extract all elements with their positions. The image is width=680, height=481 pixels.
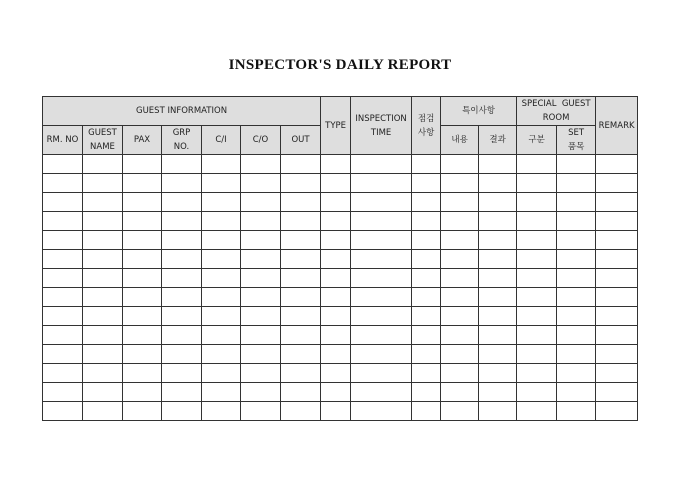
table-cell[interactable] [557, 155, 596, 174]
table-cell[interactable] [517, 231, 557, 250]
table-cell[interactable] [596, 345, 638, 364]
table-cell[interactable] [596, 288, 638, 307]
table-cell[interactable] [202, 288, 241, 307]
table-cell[interactable] [241, 364, 281, 383]
table-cell[interactable] [123, 402, 162, 421]
table-cell[interactable] [241, 193, 281, 212]
result-header: 결과 [479, 126, 517, 155]
table-cell[interactable] [596, 269, 638, 288]
table-cell[interactable] [281, 326, 321, 345]
table-cell[interactable] [162, 402, 202, 421]
table-cell[interactable] [43, 231, 83, 250]
table-cell[interactable] [202, 326, 241, 345]
table-cell[interactable] [241, 212, 281, 231]
set-items-line1: SET [568, 128, 585, 138]
table-cell[interactable] [479, 364, 517, 383]
table-cell[interactable] [321, 174, 351, 193]
table-cell[interactable] [517, 250, 557, 269]
table-cell[interactable] [162, 155, 202, 174]
table-cell[interactable] [43, 288, 83, 307]
table-cell[interactable] [281, 307, 321, 326]
table-cell[interactable] [202, 364, 241, 383]
table-row [43, 212, 638, 231]
inspection-time-line2: TIME [370, 127, 392, 138]
page-title: INSPECTOR'S DAILY REPORT [228, 57, 452, 73]
table-cell[interactable] [479, 174, 517, 193]
content-header: 내용 [441, 126, 479, 155]
table-cell[interactable] [43, 364, 83, 383]
table-cell[interactable] [43, 269, 83, 288]
table-cell[interactable] [281, 250, 321, 269]
table-row [43, 193, 638, 212]
table-cell[interactable] [321, 364, 351, 383]
table-cell[interactable] [479, 155, 517, 174]
table-cell[interactable] [281, 174, 321, 193]
table-cell[interactable] [351, 155, 412, 174]
table-cell[interactable] [441, 364, 479, 383]
table-cell[interactable] [241, 231, 281, 250]
table-cell[interactable] [479, 269, 517, 288]
table-cell[interactable] [162, 193, 202, 212]
table-cell[interactable] [596, 193, 638, 212]
table-cell[interactable] [321, 155, 351, 174]
table-cell[interactable] [557, 193, 596, 212]
table-cell[interactable] [83, 402, 123, 421]
table-cell[interactable] [281, 231, 321, 250]
table-cell[interactable] [596, 250, 638, 269]
table-cell[interactable] [517, 288, 557, 307]
type-header: TYPE [321, 97, 351, 155]
table-cell[interactable] [351, 231, 412, 250]
table-row [43, 231, 638, 250]
table-cell[interactable] [412, 250, 441, 269]
table-cell[interactable] [351, 193, 412, 212]
table-cell[interactable] [162, 250, 202, 269]
table-cell[interactable] [441, 174, 479, 193]
table-cell[interactable] [557, 250, 596, 269]
table-cell[interactable] [479, 288, 517, 307]
table-cell[interactable] [557, 174, 596, 193]
table-cell[interactable] [479, 231, 517, 250]
table-cell[interactable] [351, 250, 412, 269]
table-cell[interactable] [412, 231, 441, 250]
table-cell[interactable] [162, 269, 202, 288]
table-cell[interactable] [412, 155, 441, 174]
table-cell[interactable] [83, 345, 123, 364]
table-cell[interactable] [517, 326, 557, 345]
table-cell[interactable] [83, 288, 123, 307]
table-cell[interactable] [123, 307, 162, 326]
table-cell[interactable] [202, 212, 241, 231]
special-notes-header: 특이사항 [441, 97, 517, 126]
table-cell[interactable] [479, 383, 517, 402]
table-cell[interactable] [412, 269, 441, 288]
check-items-line1: 점검 [417, 113, 435, 124]
table-cell[interactable] [83, 383, 123, 402]
table-cell[interactable] [202, 250, 241, 269]
table-cell[interactable] [202, 231, 241, 250]
table-cell[interactable] [83, 155, 123, 174]
table-cell[interactable] [479, 402, 517, 421]
table-cell[interactable] [202, 193, 241, 212]
guest-name-line1: GUEST [88, 128, 117, 138]
table-cell[interactable] [83, 193, 123, 212]
table-cell[interactable] [202, 383, 241, 402]
table-cell[interactable] [202, 345, 241, 364]
table-cell[interactable] [557, 364, 596, 383]
table-cell[interactable] [241, 155, 281, 174]
table-cell[interactable] [321, 402, 351, 421]
table-cell[interactable] [281, 364, 321, 383]
table-cell[interactable] [123, 174, 162, 193]
table-cell[interactable] [123, 383, 162, 402]
table-cell[interactable] [321, 345, 351, 364]
table-cell[interactable] [83, 307, 123, 326]
table-cell[interactable] [517, 383, 557, 402]
table-cell[interactable] [517, 193, 557, 212]
table-cell[interactable] [123, 288, 162, 307]
table-cell[interactable] [596, 364, 638, 383]
table-cell[interactable] [351, 288, 412, 307]
co-header: C/O [241, 126, 281, 155]
table-cell[interactable] [83, 250, 123, 269]
table-cell[interactable] [596, 326, 638, 345]
table-cell[interactable] [162, 231, 202, 250]
table-cell[interactable] [441, 326, 479, 345]
table-cell[interactable] [281, 155, 321, 174]
special-guest-room-header [517, 97, 596, 126]
table-cell[interactable] [281, 402, 321, 421]
remark-header: REMARK [596, 97, 638, 155]
table-cell[interactable] [123, 326, 162, 345]
table-row [43, 155, 638, 174]
table-cell[interactable] [162, 326, 202, 345]
table-cell[interactable] [596, 155, 638, 174]
special-guest-room-line2: ROOM [542, 113, 570, 123]
table-cell[interactable] [321, 326, 351, 345]
table-cell[interactable] [351, 364, 412, 383]
inspection-time-line1: INSPECTION [355, 113, 407, 124]
table-cell[interactable] [412, 345, 441, 364]
table-cell[interactable] [557, 402, 596, 421]
table-row [43, 269, 638, 288]
table-cell[interactable] [441, 231, 479, 250]
table-cell[interactable] [441, 212, 479, 231]
table-cell[interactable] [479, 307, 517, 326]
table-cell[interactable] [281, 193, 321, 212]
special-guest-room-line1: SPECIAL GUEST [521, 99, 591, 109]
guest-name-line2: NAME [90, 142, 115, 152]
out-header: OUT [281, 126, 321, 155]
table-cell[interactable] [83, 269, 123, 288]
table-cell[interactable] [441, 383, 479, 402]
table-cell[interactable] [241, 269, 281, 288]
table-cell[interactable] [517, 307, 557, 326]
table-cell[interactable] [596, 212, 638, 231]
table-cell[interactable] [557, 231, 596, 250]
table-cell[interactable] [83, 212, 123, 231]
table-cell[interactable] [321, 288, 351, 307]
table-cell[interactable] [281, 288, 321, 307]
table-cell[interactable] [479, 212, 517, 231]
set-items-header [557, 126, 596, 155]
table-row [43, 383, 638, 402]
table-cell[interactable] [557, 269, 596, 288]
table-row [43, 326, 638, 345]
table-row [43, 288, 638, 307]
table-cell[interactable] [123, 345, 162, 364]
table-cell[interactable] [351, 383, 412, 402]
table-cell[interactable] [557, 326, 596, 345]
table-cell[interactable] [241, 326, 281, 345]
table-cell[interactable] [412, 212, 441, 231]
table-cell[interactable] [441, 288, 479, 307]
grp-no-header [162, 126, 202, 155]
table-cell[interactable] [123, 250, 162, 269]
table-cell[interactable] [43, 155, 83, 174]
grp-no-line1: GRP [172, 128, 191, 138]
table-cell[interactable] [241, 174, 281, 193]
table-cell[interactable] [557, 383, 596, 402]
table-cell[interactable] [281, 383, 321, 402]
table-cell[interactable] [123, 155, 162, 174]
table-cell[interactable] [43, 174, 83, 193]
table-cell[interactable] [202, 269, 241, 288]
table-cell[interactable] [162, 307, 202, 326]
table-cell[interactable] [557, 307, 596, 326]
table-cell[interactable] [557, 212, 596, 231]
table-cell[interactable] [479, 250, 517, 269]
table-cell[interactable] [351, 269, 412, 288]
table-cell[interactable] [596, 383, 638, 402]
table-cell[interactable] [321, 250, 351, 269]
table-cell[interactable] [281, 269, 321, 288]
table-cell[interactable] [412, 288, 441, 307]
table-cell[interactable] [123, 269, 162, 288]
table-cell[interactable] [43, 345, 83, 364]
table-cell[interactable] [596, 402, 638, 421]
table-cell[interactable] [596, 174, 638, 193]
set-items-line2: 품목 [567, 142, 585, 152]
ci-header: C/I [202, 126, 241, 155]
table-cell[interactable] [202, 307, 241, 326]
table-row [43, 364, 638, 383]
table-cell[interactable] [162, 174, 202, 193]
table-row [43, 250, 638, 269]
table-cell[interactable] [412, 402, 441, 421]
table-cell[interactable] [412, 307, 441, 326]
table-cell[interactable] [596, 231, 638, 250]
table-cell[interactable] [241, 250, 281, 269]
table-cell[interactable] [412, 193, 441, 212]
table-cell[interactable] [441, 193, 479, 212]
table-cell[interactable] [162, 288, 202, 307]
table-cell[interactable] [517, 174, 557, 193]
table-cell[interactable] [241, 402, 281, 421]
inspection-time-header [351, 97, 412, 155]
table-cell[interactable] [321, 212, 351, 231]
table-cell[interactable] [351, 174, 412, 193]
table-row [43, 402, 638, 421]
table-cell[interactable] [517, 269, 557, 288]
table-cell[interactable] [321, 193, 351, 212]
grp-no-line2: NO. [173, 142, 190, 152]
table-cell[interactable] [321, 231, 351, 250]
table-cell[interactable] [441, 250, 479, 269]
table-cell[interactable] [162, 364, 202, 383]
table-cell[interactable] [162, 383, 202, 402]
table-cell[interactable] [351, 345, 412, 364]
table-cell[interactable] [123, 193, 162, 212]
table-cell[interactable] [241, 288, 281, 307]
table-cell[interactable] [162, 212, 202, 231]
table-cell[interactable] [43, 250, 83, 269]
table-cell[interactable] [43, 326, 83, 345]
rm-no-header: RM. NO [43, 126, 83, 155]
table-cell[interactable] [83, 326, 123, 345]
table-row [43, 307, 638, 326]
table-cell[interactable] [351, 326, 412, 345]
table-cell[interactable] [202, 174, 241, 193]
table-cell[interactable] [412, 174, 441, 193]
table-cell[interactable] [479, 193, 517, 212]
table-cell[interactable] [351, 307, 412, 326]
table-cell[interactable] [441, 269, 479, 288]
table-cell[interactable] [202, 402, 241, 421]
table-cell[interactable] [441, 402, 479, 421]
table-cell[interactable] [412, 364, 441, 383]
table-cell[interactable] [351, 212, 412, 231]
table-cell[interactable] [83, 174, 123, 193]
table-cell[interactable] [441, 155, 479, 174]
pax-header: PAX [123, 126, 162, 155]
table-cell[interactable] [43, 193, 83, 212]
table-cell[interactable] [241, 307, 281, 326]
table-row [43, 174, 638, 193]
table-cell[interactable] [412, 326, 441, 345]
table-cell[interactable] [321, 383, 351, 402]
table-cell[interactable] [43, 307, 83, 326]
table-cell[interactable] [123, 364, 162, 383]
report-table [42, 96, 638, 421]
check-items-header [412, 97, 441, 155]
table-cell[interactable] [202, 155, 241, 174]
table-cell[interactable] [123, 231, 162, 250]
table-cell[interactable] [412, 383, 441, 402]
table-cell[interactable] [162, 345, 202, 364]
table-cell[interactable] [596, 307, 638, 326]
division-header: 구분 [517, 126, 557, 155]
table-cell[interactable] [441, 307, 479, 326]
check-items-line2: 사항 [417, 127, 435, 138]
table-cell[interactable] [83, 364, 123, 383]
table-cell[interactable] [281, 345, 321, 364]
table-cell[interactable] [83, 231, 123, 250]
table-cell[interactable] [557, 345, 596, 364]
table-cell[interactable] [241, 345, 281, 364]
table-cell[interactable] [517, 212, 557, 231]
table-cell[interactable] [557, 288, 596, 307]
table-cell[interactable] [241, 383, 281, 402]
guest-name-header [83, 126, 123, 155]
table-cell[interactable] [517, 345, 557, 364]
table-cell[interactable] [321, 269, 351, 288]
table-cell[interactable] [441, 345, 479, 364]
table-cell[interactable] [517, 364, 557, 383]
table-cell[interactable] [281, 212, 321, 231]
table-cell[interactable] [351, 402, 412, 421]
table-cell[interactable] [479, 345, 517, 364]
table-cell[interactable] [43, 402, 83, 421]
table-cell[interactable] [321, 307, 351, 326]
table-cell[interactable] [123, 212, 162, 231]
table-cell[interactable] [43, 383, 83, 402]
table-row [43, 345, 638, 364]
table-cell[interactable] [517, 402, 557, 421]
table-cell[interactable] [517, 155, 557, 174]
table-cell[interactable] [43, 212, 83, 231]
guest-information-header: GUEST INFORMATION [43, 97, 321, 126]
table-cell[interactable] [479, 326, 517, 345]
